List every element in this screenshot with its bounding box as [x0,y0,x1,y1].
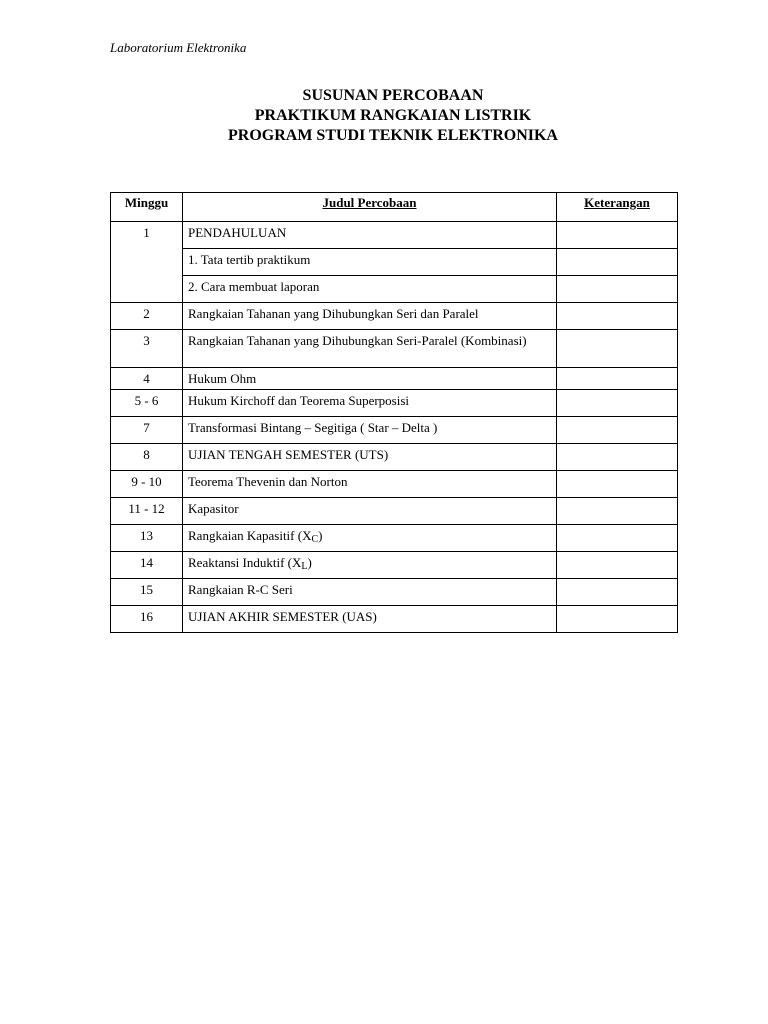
schedule-table [110,192,678,633]
table-row [111,222,678,249]
lab-header: Laboratorium Elektronika [110,40,247,55]
keterangan-cell [557,222,678,249]
keterangan-cell [557,303,678,330]
minggu-cell: 3 [111,330,183,368]
table-row [111,303,678,330]
title-line-2: PRAKTIKUM RANGKAIAN LISTRIK [254,107,532,124]
keterangan-cell [557,525,678,552]
table-row [111,606,678,633]
table-header-row [111,193,678,222]
title-line-3: PROGRAM STUDI TEKNIK ELEKTRONIKA [228,127,558,144]
judul-cell: Rangkaian Tahanan yang Dihubungkan Seri dan Paralel [183,303,557,330]
header-minggu: Minggu [111,193,183,222]
minggu-cell: 16 [111,606,183,633]
table-row [111,552,678,579]
table-row [111,330,678,368]
minggu-cell: 14 [111,552,183,579]
minggu-cell: 15 [111,579,183,606]
judul-cell: Reaktansi Induktif $(X_L)$ [183,552,557,579]
keterangan-cell [557,249,678,276]
minggu-cell: 1 [111,222,183,303]
judul-cell: Teorema Thevenin dan Norton [183,471,557,498]
table-row [111,276,678,303]
keterangan-cell [557,276,678,303]
judul-cell: Transformasi Bintang – Segitiga ( Star – Delta ) [183,417,557,444]
keterangan-cell [557,417,678,444]
judul-cell: UJIAN TENGAH SEMESTER (UTS) [183,444,557,471]
minggu-cell: 8 [111,444,183,471]
table-row [111,525,678,552]
table-row [111,498,678,525]
keterangan-cell [557,471,678,498]
judul-cell: Rangkaian R-C Seri [183,579,557,606]
judul-cell: Rangkaian Tahanan yang Dihubungkan Seri-Paralel (Kombinasi) [183,330,557,368]
judul-cell: UJIAN AKHIR SEMESTER (UAS) [183,606,557,633]
keterangan-cell [557,579,678,606]
keterangan-cell [557,368,678,390]
table-row [111,444,678,471]
table-row [111,368,678,390]
minggu-cell: 2 [111,303,183,330]
table-row [111,579,678,606]
minggu-cell: 7 [111,417,183,444]
table-row [111,249,678,276]
judul-cell: 1. Tata tertib praktikum [183,249,557,276]
header-judul: Judul Percobaan [183,193,557,222]
judul-cell: Hukum Ohm [183,368,557,390]
judul-cell: 2. Cara membuat laporan [183,276,557,303]
judul-cell: Rangkaian Kapasitif $(X_C)$ [183,525,557,552]
minggu-cell: 4 [111,368,183,390]
judul-cell: PENDAHULUAN [183,222,557,249]
minggu-cell: 9 - 10 [111,471,183,498]
title-line-1: SUSUNAN PERCOBAAN [302,87,484,104]
document-title [0,86,768,146]
minggu-cell: 5 - 6 [111,390,183,417]
judul-cell: Hukum Kirchoff dan Teorema Superposisi [183,390,557,417]
judul-cell: Kapasitor [183,498,557,525]
minggu-cell: 13 [111,525,183,552]
table-row [111,417,678,444]
minggu-cell: 11 - 12 [111,498,183,525]
table-row [111,390,678,417]
keterangan-cell [557,390,678,417]
table-row [111,471,678,498]
keterangan-cell [557,552,678,579]
header-keterangan: Keterangan [557,193,678,222]
keterangan-cell [557,498,678,525]
keterangan-cell [557,606,678,633]
keterangan-cell [557,444,678,471]
keterangan-cell [557,330,678,368]
